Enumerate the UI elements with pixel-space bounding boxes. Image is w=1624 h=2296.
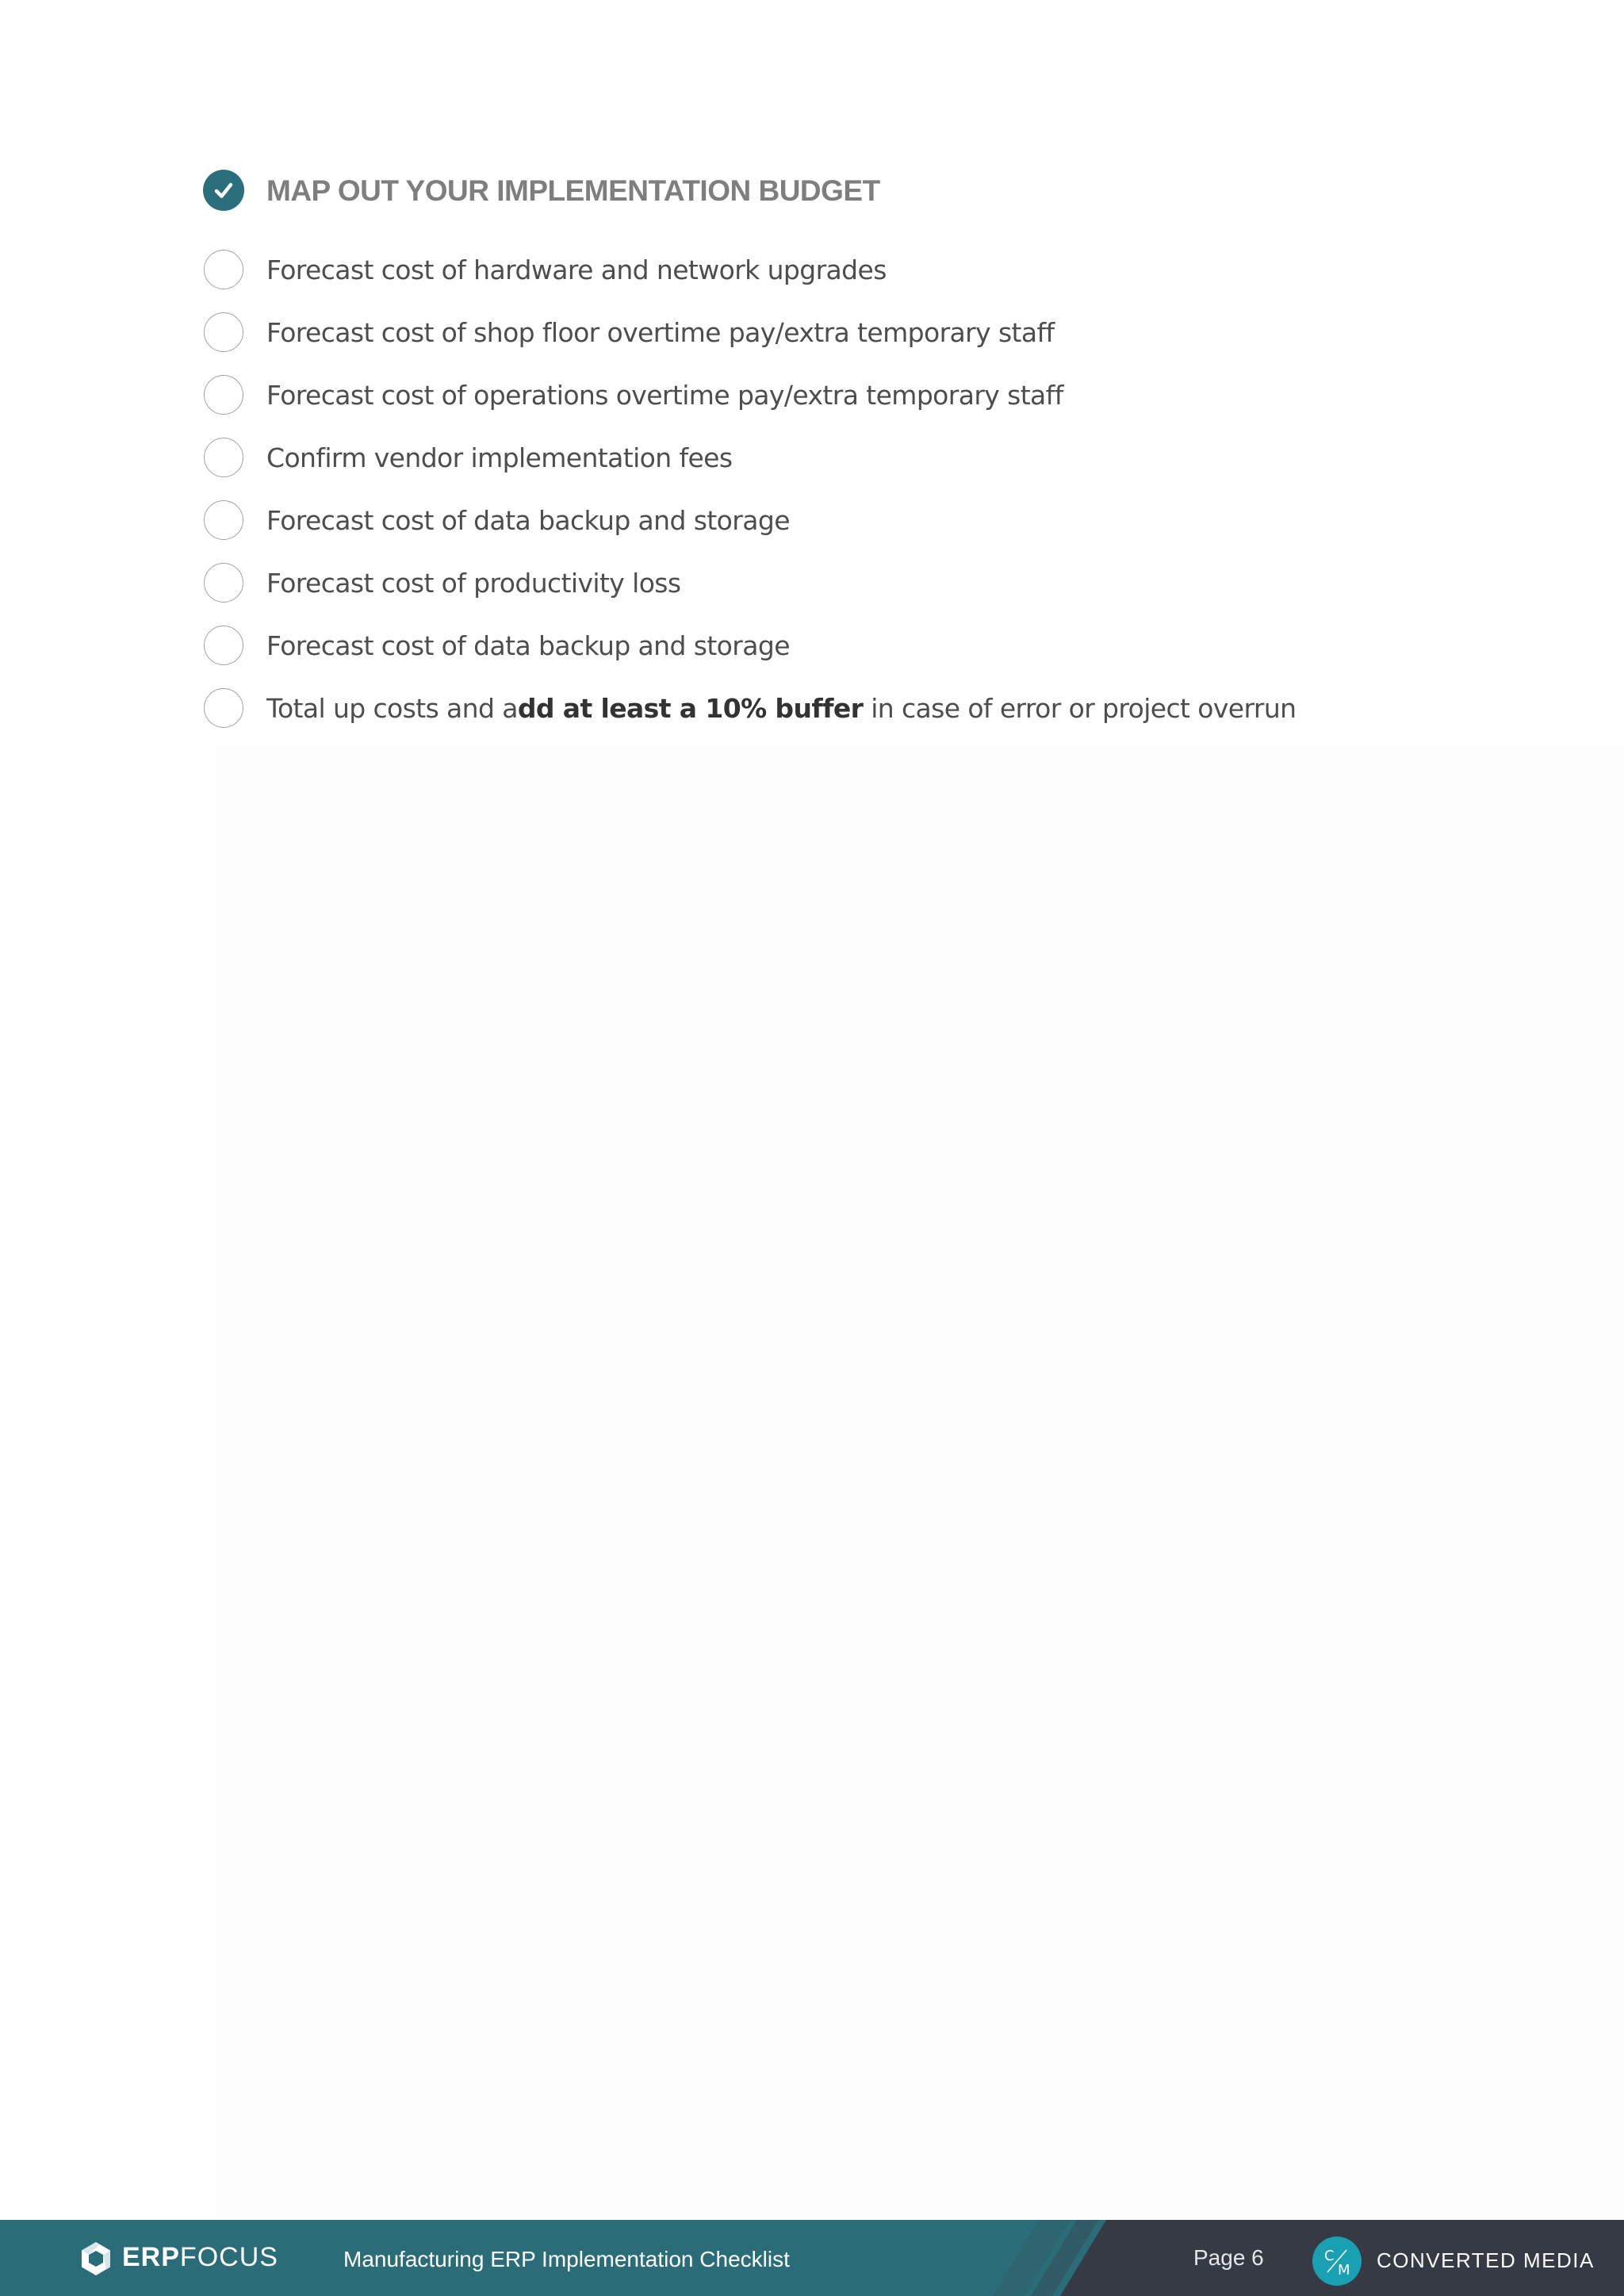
- checklist-item[interactable]: [203, 374, 1472, 437]
- checklist-item-label: [266, 693, 1296, 724]
- svg-text:C: C: [1324, 2248, 1335, 2264]
- item-text-pre: Total up costs and a: [266, 693, 518, 724]
- page-background: [216, 745, 1624, 2220]
- empty-circle-icon[interactable]: [204, 312, 243, 352]
- brand-bold: ERP: [122, 2242, 180, 2272]
- empty-circle-icon[interactable]: [204, 626, 243, 665]
- checklist-section: [203, 170, 1472, 724]
- checklist-item[interactable]: [203, 437, 1472, 499]
- checklist-item[interactable]: [203, 249, 1472, 312]
- checklist-item-label: Forecast cost of shop floor overtime pay/extra temporary staff: [266, 317, 1055, 348]
- check-circle-icon[interactable]: [203, 170, 244, 211]
- erp-focus-brand: [122, 2242, 278, 2273]
- erp-focus-logo-icon: [78, 2241, 114, 2277]
- svg-text:M: M: [1338, 2262, 1350, 2279]
- empty-circle-icon[interactable]: [204, 375, 243, 415]
- page-footer: [0, 2220, 1624, 2296]
- empty-circle-icon[interactable]: [204, 500, 243, 540]
- section-heading: MAP OUT YOUR IMPLEMENTATION BUDGET: [266, 174, 880, 207]
- checklist-item-label: Forecast cost of hardware and network upgrades: [266, 254, 887, 285]
- checklist-item[interactable]: [203, 625, 1472, 687]
- empty-circle-icon[interactable]: [204, 688, 243, 728]
- checklist: [203, 249, 1472, 750]
- empty-circle-icon[interactable]: [204, 438, 243, 477]
- checklist-item-label: Forecast cost of productivity loss: [266, 568, 681, 599]
- empty-circle-icon[interactable]: [204, 563, 243, 603]
- checklist-item[interactable]: [203, 562, 1472, 625]
- converted-media-logo-icon: [1312, 2237, 1362, 2286]
- checklist-item[interactable]: [203, 499, 1472, 562]
- checklist-item-label: Forecast cost of operations overtime pay/extra temporary staff: [266, 380, 1063, 411]
- item-text-post: in case of error or project overrun: [863, 693, 1297, 724]
- page-number: Page 6: [1193, 2245, 1264, 2270]
- checklist-item[interactable]: [203, 687, 1472, 750]
- checklist-item[interactable]: [203, 312, 1472, 374]
- converted-media-brand: CONVERTED MEDIA: [1377, 2248, 1595, 2272]
- brand-light: FOCUS: [179, 2242, 278, 2272]
- checklist-item-label: Forecast cost of data backup and storage: [266, 505, 790, 536]
- item-text-bold: dd at least a 10% buffer: [517, 693, 864, 724]
- checklist-item-label: Confirm vendor implementation fees: [266, 442, 733, 473]
- document-title: Manufacturing ERP Implementation Checklist: [343, 2247, 790, 2271]
- empty-circle-icon[interactable]: [204, 250, 243, 289]
- section-heading-row: [203, 170, 1472, 217]
- checklist-item-label: Forecast cost of data backup and storage: [266, 630, 790, 661]
